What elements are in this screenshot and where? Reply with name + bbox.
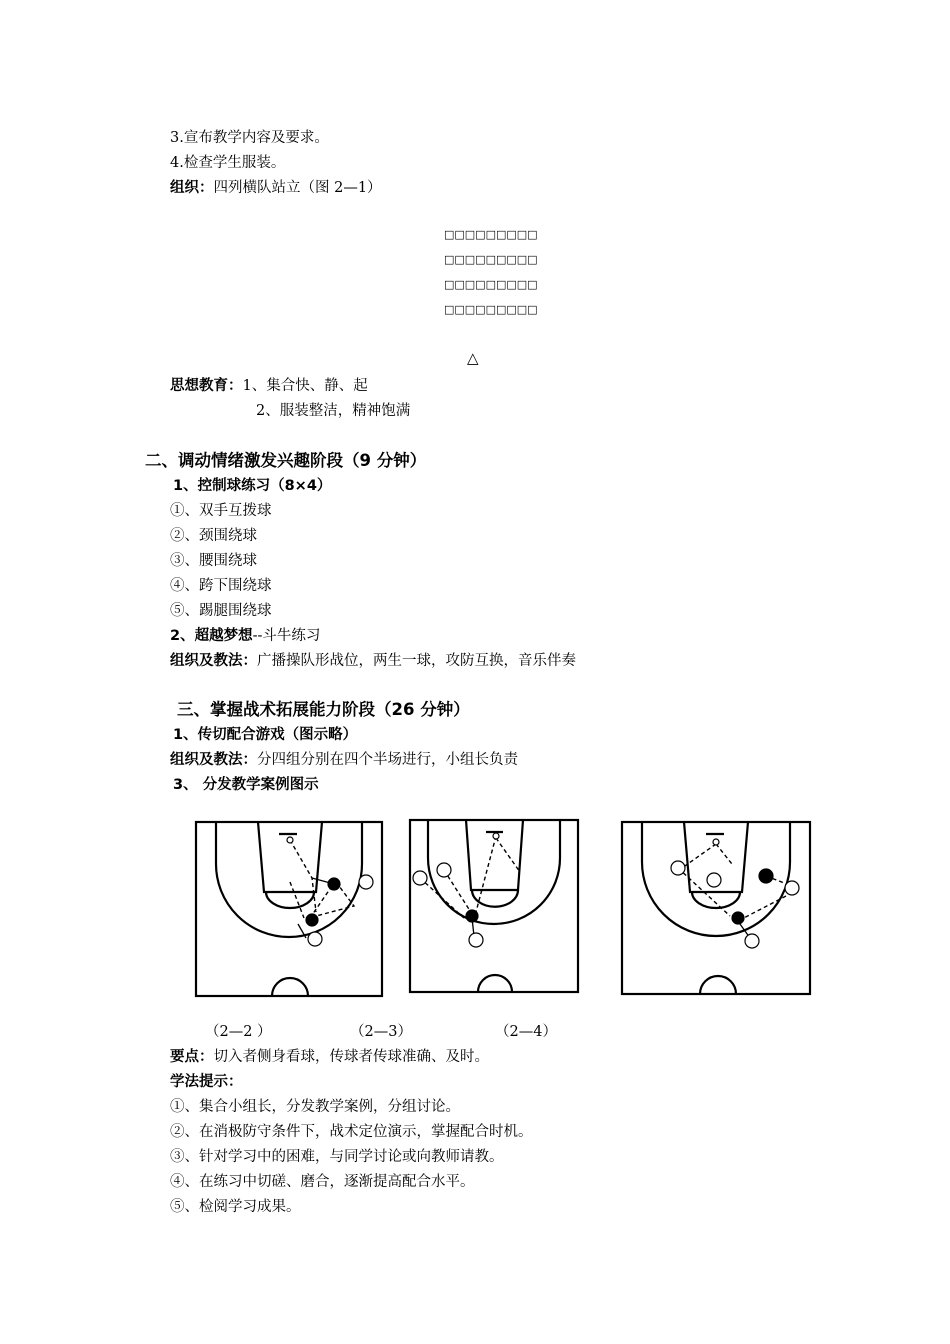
method-label: 组织及教法： [170,653,257,669]
list-item: ②、在消极防守条件下，战术定位演示，掌握配合时机。 [170,1124,533,1140]
section-2-sub-2 [170,626,320,646]
formation-row: □□□□□□□□□ [444,278,538,291]
diagram-caption: （2—2 ） [205,1024,272,1040]
section-3-title: 三、掌握战术拓展能力阶段（26 分钟） [177,700,470,719]
organization-line [170,178,382,198]
section-2-sub-1: 1、控制球练习（8×4） [173,478,332,494]
teacher-marker: △ [467,349,479,367]
organization-text: 四列横队站立（图 2—1） [213,180,382,196]
method-text: 广播操队形战位，两生一球，攻防互换，音乐伴奏 [257,653,576,669]
key-points-label: 要点： [170,1049,214,1065]
list-item: ①、集合小组长，分发教学案例，分组讨论。 [170,1099,460,1115]
list-item: ③、针对学习中的困难，与同学讨论或向教师请教。 [170,1149,504,1165]
basketball-halfcourt-diagram-icon [408,818,580,994]
key-points-line [170,1047,489,1067]
ideology-label: 思想教育： [170,378,243,394]
method-label: 组织及教法： [170,752,257,768]
intro-line-4: 4.检查学生服装。 [170,155,286,171]
list-item: ④、跨下围绕球 [170,578,272,594]
formation-row: □□□□□□□□□ [444,253,538,266]
section-2-sub-2-title: 2、超越梦想 [170,628,253,644]
list-item: ③、腰围绕球 [170,553,257,569]
diagram-caption: （2—3） [350,1024,412,1040]
list-item: ④、在练习中切磋、磨合，逐渐提高配合水平。 [170,1174,475,1190]
basketball-halfcourt-diagram-icon [620,820,812,996]
list-item: ①、双手互拨球 [170,503,272,519]
formation-row: □□□□□□□□□ [444,303,538,316]
list-item: ⑤、踢腿围绕球 [170,603,272,619]
list-item: ②、颈围绕球 [170,528,257,544]
section-2-sub-2-rest: --斗牛练习 [252,628,321,644]
ideology-item-2: 2、服装整洁，精神饱满 [256,403,411,419]
method-text: 分四组分别在四个半场进行，小组长负责 [257,752,518,768]
section-3-sub-1: 1、传切配合游戏（图示略） [173,727,358,743]
study-tips-label: 学法提示： [170,1074,243,1090]
section-2-title: 二、调动情绪激发兴趣阶段（9 分钟） [145,451,427,470]
ideology-line [170,376,368,396]
intro-line-3: 3.宣布教学内容及要求。 [170,130,329,146]
basketball-halfcourt-diagram-icon [194,820,384,998]
key-points-text: 切入者侧身看球，传球者传球准确、及时。 [213,1049,489,1065]
diagram-caption: （2—4） [495,1024,557,1040]
section-2-method [170,651,576,671]
section-3-sub-3: 3、 分发教学案例图示 [173,777,319,793]
organization-label: 组织： [170,180,214,196]
section-3-method [170,750,518,770]
ideology-item-1: 1、集合快、静、起 [242,378,368,394]
formation-row: □□□□□□□□□ [444,228,538,241]
list-item: ⑤、检阅学习成果。 [170,1199,301,1215]
